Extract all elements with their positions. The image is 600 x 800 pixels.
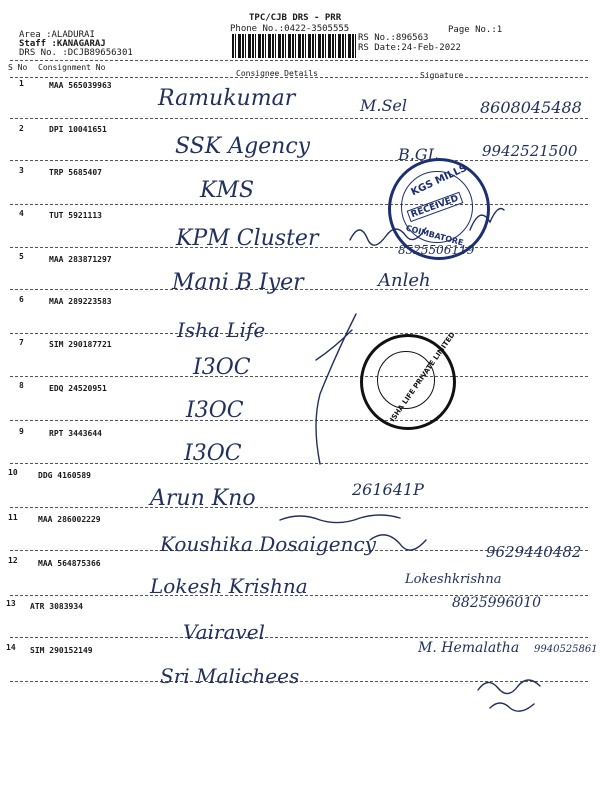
row-number: 11 [8,513,18,522]
row-number: 5 [19,252,24,261]
handwritten-phone: 8825996010 [452,595,542,611]
staff-label: Staff :KANAGARAJ [19,39,106,49]
row-number: 2 [19,124,24,133]
handwritten-consignee: Vairavel [183,620,265,644]
consignment-number: EDQ 24520951 [49,384,107,393]
row-number: 13 [6,599,16,608]
row-number: 8 [19,381,24,390]
handwritten-phone: 8608045488 [480,98,582,117]
consignment-number: SIM 290152149 [30,646,93,655]
drs-number: DRS No. :DCJB89656301 [19,48,133,58]
handwritten-phone: 9940525861 [534,644,598,655]
handwritten-consignee: SSK Agency [175,134,311,159]
consignment-number: MAA 564875366 [38,559,101,568]
document-title: TPC/CJB DRS - PRR [249,13,342,23]
isha-life-stamp [360,330,457,430]
row-number: 9 [19,427,24,436]
consignment-number: DDG 4160589 [38,471,91,480]
row-number: 10 [8,468,18,477]
handwritten-consignee: Arun Kno [150,486,256,511]
handwritten-phone: 8525506119 [398,243,475,257]
handwritten-consignee: I3OC [193,355,251,380]
consignment-number: MAA 565039963 [49,81,112,90]
handwritten-consignee: KMS [200,178,255,203]
row-number: 1 [19,79,24,88]
handwritten-signature: M.Sel [360,96,408,115]
consignment-number: DPI 10041651 [49,125,107,134]
consignment-number: ATR 3083934 [30,602,83,611]
rs-number: RS No.:896563 [358,33,429,43]
handwritten-signature: M. Hemalatha [418,640,520,656]
row-number: 6 [19,295,24,304]
handwritten-consignee: I3OC [186,398,244,423]
column-sno: S No [8,63,28,72]
consignment-number: TUT 5921113 [49,211,102,220]
handwritten-signature: 261641P [352,480,424,499]
row-number: 3 [19,166,24,175]
row-number: 7 [19,338,24,347]
stamp-text: KGS MILLS [409,162,469,199]
handwritten-consignee: Lokesh Krishna [150,574,308,598]
rs-date: RS Date:24-Feb-2022 [358,43,461,53]
handwritten-consignee: Koushika Dosaigency [160,532,376,556]
handwritten-phone: 9629440482 [486,543,582,561]
column-consignment: Consignment No [38,63,106,72]
stamp-text: RECEIVED [407,192,464,222]
handwritten-signature: Lokeshkrishna [405,572,502,587]
consignment-number: SIM 290187721 [49,340,112,349]
handwritten-signature: B.GL [398,145,439,164]
handwritten-consignee: Sri Malichees [160,664,300,688]
handwritten-consignee: Ramukumar [158,86,296,111]
handwritten-consignee: I3OC [184,441,242,466]
row-number: 4 [19,209,24,218]
area-label: Area :ALADURAI [19,30,95,40]
phone-number: Phone No.:0422-3505555 [230,24,350,34]
column-consignee: Consignee Details [236,69,318,78]
kgs-mills-stamp [388,158,490,260]
stamp-text: COIMBATORE [404,223,465,248]
consignment-number: RPT 3443644 [49,429,102,438]
handwritten-signature: Anleh [378,270,431,291]
consignment-number: MAA 289223583 [49,297,112,306]
row-number: 14 [6,643,16,652]
handwritten-phone: 9942521500 [482,142,578,160]
consignment-number: TRP 5685407 [49,168,102,177]
stamp-text: ISHA LIFE PRIVATE LIMITED [388,330,457,424]
consignment-number: MAA 283871297 [49,255,112,264]
consignment-number: MAA 286002229 [38,515,101,524]
page-number: Page No.:1 [448,25,503,35]
handwritten-consignee: KPM Cluster [176,226,319,251]
handwritten-consignee: Mani B Iyer [172,270,304,295]
column-signature: Signature [420,71,464,80]
row-number: 12 [8,556,18,565]
handwritten-consignee: Isha Life [177,318,266,342]
